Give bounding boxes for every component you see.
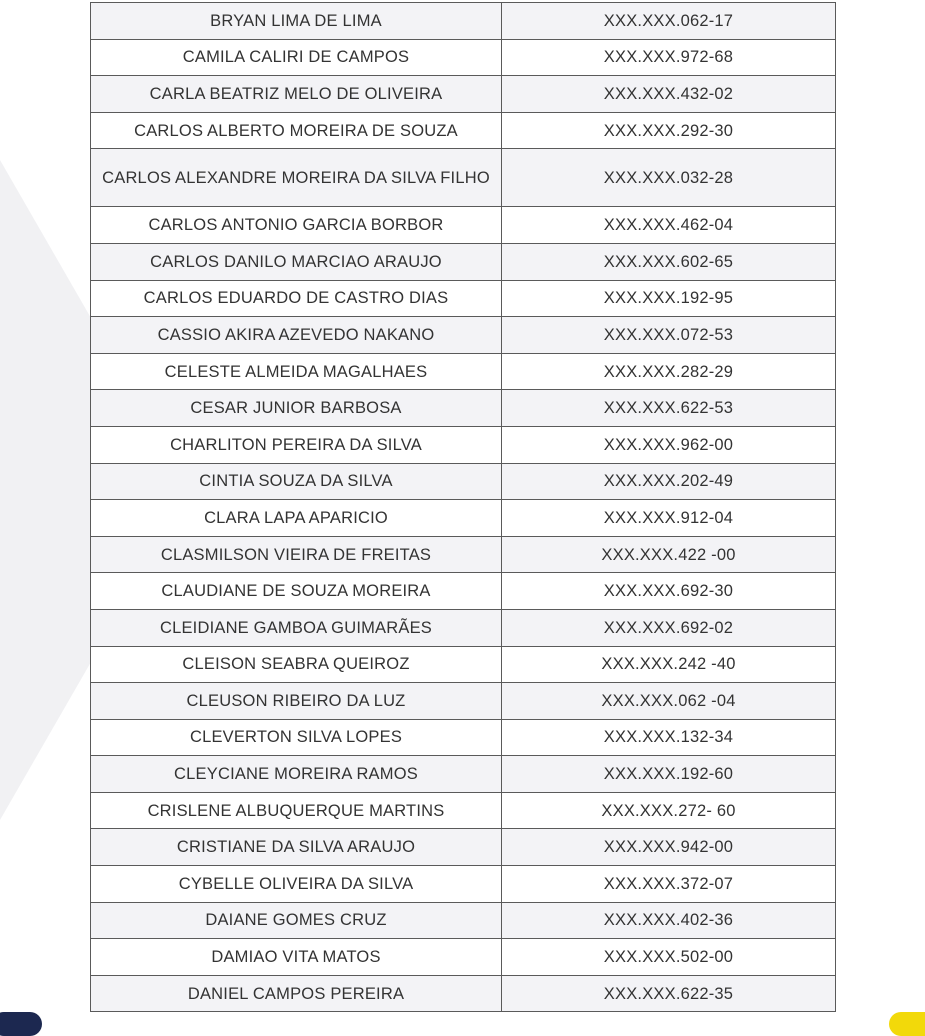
person-name-cell: CARLA BEATRIZ MELO DE OLIVEIRA [91,76,502,113]
person-name-cell: CAMILA CALIRI DE CAMPOS [91,39,502,76]
cpf-cell: XXX.XXX.502-00 [502,939,836,976]
person-name-cell: BRYAN LIMA DE LIMA [91,3,502,40]
cpf-cell: XXX.XXX.692-30 [502,573,836,610]
table-row [91,390,836,427]
person-name-cell: CARLOS DANILO MARCIAO ARAUJO [91,243,502,280]
table-row [91,463,836,500]
yellow-corner-accent [889,1012,925,1036]
table-row [91,500,836,537]
table-row [91,866,836,903]
table-row [91,317,836,354]
person-name-cell: CLEVERTON SILVA LOPES [91,719,502,756]
table-row [91,426,836,463]
person-name-cell: CESAR JUNIOR BARBOSA [91,390,502,427]
cpf-cell: XXX.XXX.972-68 [502,39,836,76]
cpf-cell: XXX.XXX.032-28 [502,149,836,207]
table-row [91,646,836,683]
table-row [91,756,836,793]
cpf-cell: XXX.XXX.242 -40 [502,646,836,683]
cpf-cell: XXX.XXX.062 -04 [502,683,836,720]
table-row [91,609,836,646]
table-row [91,76,836,113]
table-body [91,3,836,1012]
table-row [91,207,836,244]
person-name-cell: CASSIO AKIRA AZEVEDO NAKANO [91,317,502,354]
cpf-cell: XXX.XXX.292-30 [502,112,836,149]
cpf-cell: XXX.XXX.692-02 [502,609,836,646]
person-name-cell: CARLOS EDUARDO DE CASTRO DIAS [91,280,502,317]
person-name-cell: CELESTE ALMEIDA MAGALHAES [91,353,502,390]
person-name-cell: CLEYCIANE MOREIRA RAMOS [91,756,502,793]
cpf-cell: XXX.XXX.462-04 [502,207,836,244]
table-row [91,39,836,76]
cpf-cell: XXX.XXX.622-53 [502,390,836,427]
table-row [91,792,836,829]
person-name-cell: CLEUSON RIBEIRO DA LUZ [91,683,502,720]
table-row [91,683,836,720]
person-name-cell: CHARLITON PEREIRA DA SILVA [91,426,502,463]
cpf-cell: XXX.XXX.192-95 [502,280,836,317]
table-row [91,719,836,756]
table-row [91,243,836,280]
table-row [91,975,836,1012]
person-name-cell: CLEISON SEABRA QUEIROZ [91,646,502,683]
person-name-cell: CLEIDIANE GAMBOA GUIMARÃES [91,609,502,646]
person-name-cell: DAIANE GOMES CRUZ [91,902,502,939]
cpf-cell: XXX.XXX.912-04 [502,500,836,537]
cpf-cell: XXX.XXX.202-49 [502,463,836,500]
person-name-cell: CARLOS ALEXANDRE MOREIRA DA SILVA FILHO [91,149,502,207]
cpf-cell: XXX.XXX.422 -00 [502,536,836,573]
cpf-cell: XXX.XXX.192-60 [502,756,836,793]
table-row [91,149,836,207]
cpf-cell: XXX.XXX.962-00 [502,426,836,463]
person-name-cell: CARLOS ALBERTO MOREIRA DE SOUZA [91,112,502,149]
person-name-cell: CARLOS ANTONIO GARCIA BORBOR [91,207,502,244]
person-name-cell: CLARA LAPA APARICIO [91,500,502,537]
cpf-cell: XXX.XXX.132-34 [502,719,836,756]
cpf-cell: XXX.XXX.072-53 [502,317,836,354]
table-row [91,573,836,610]
cpf-cell: XXX.XXX.402-36 [502,902,836,939]
cpf-cell: XXX.XXX.272- 60 [502,792,836,829]
cpf-cell: XXX.XXX.282-29 [502,353,836,390]
person-name-cell: CRISLENE ALBUQUERQUE MARTINS [91,792,502,829]
table-row [91,280,836,317]
person-name-cell: CRISTIANE DA SILVA ARAUJO [91,829,502,866]
person-name-cell: DANIEL CAMPOS PEREIRA [91,975,502,1012]
table-row [91,112,836,149]
cpf-cell: XXX.XXX.432-02 [502,76,836,113]
cpf-cell: XXX.XXX.372-07 [502,866,836,903]
cpf-cell: XXX.XXX.062-17 [502,3,836,40]
name-cpf-table [90,2,836,1012]
person-name-cell: CLASMILSON VIEIRA DE FREITAS [91,536,502,573]
table-row [91,939,836,976]
cpf-cell: XXX.XXX.602-65 [502,243,836,280]
name-cpf-table-container [90,2,835,1012]
table-row [91,829,836,866]
cpf-cell: XXX.XXX.622-35 [502,975,836,1012]
person-name-cell: CLAUDIANE DE SOUZA MOREIRA [91,573,502,610]
person-name-cell: CINTIA SOUZA DA SILVA [91,463,502,500]
navy-corner-accent [0,1012,42,1036]
table-row [91,902,836,939]
cpf-cell: XXX.XXX.942-00 [502,829,836,866]
table-row [91,353,836,390]
table-row [91,3,836,40]
table-row [91,536,836,573]
person-name-cell: CYBELLE OLIVEIRA DA SILVA [91,866,502,903]
person-name-cell: DAMIAO VITA MATOS [91,939,502,976]
